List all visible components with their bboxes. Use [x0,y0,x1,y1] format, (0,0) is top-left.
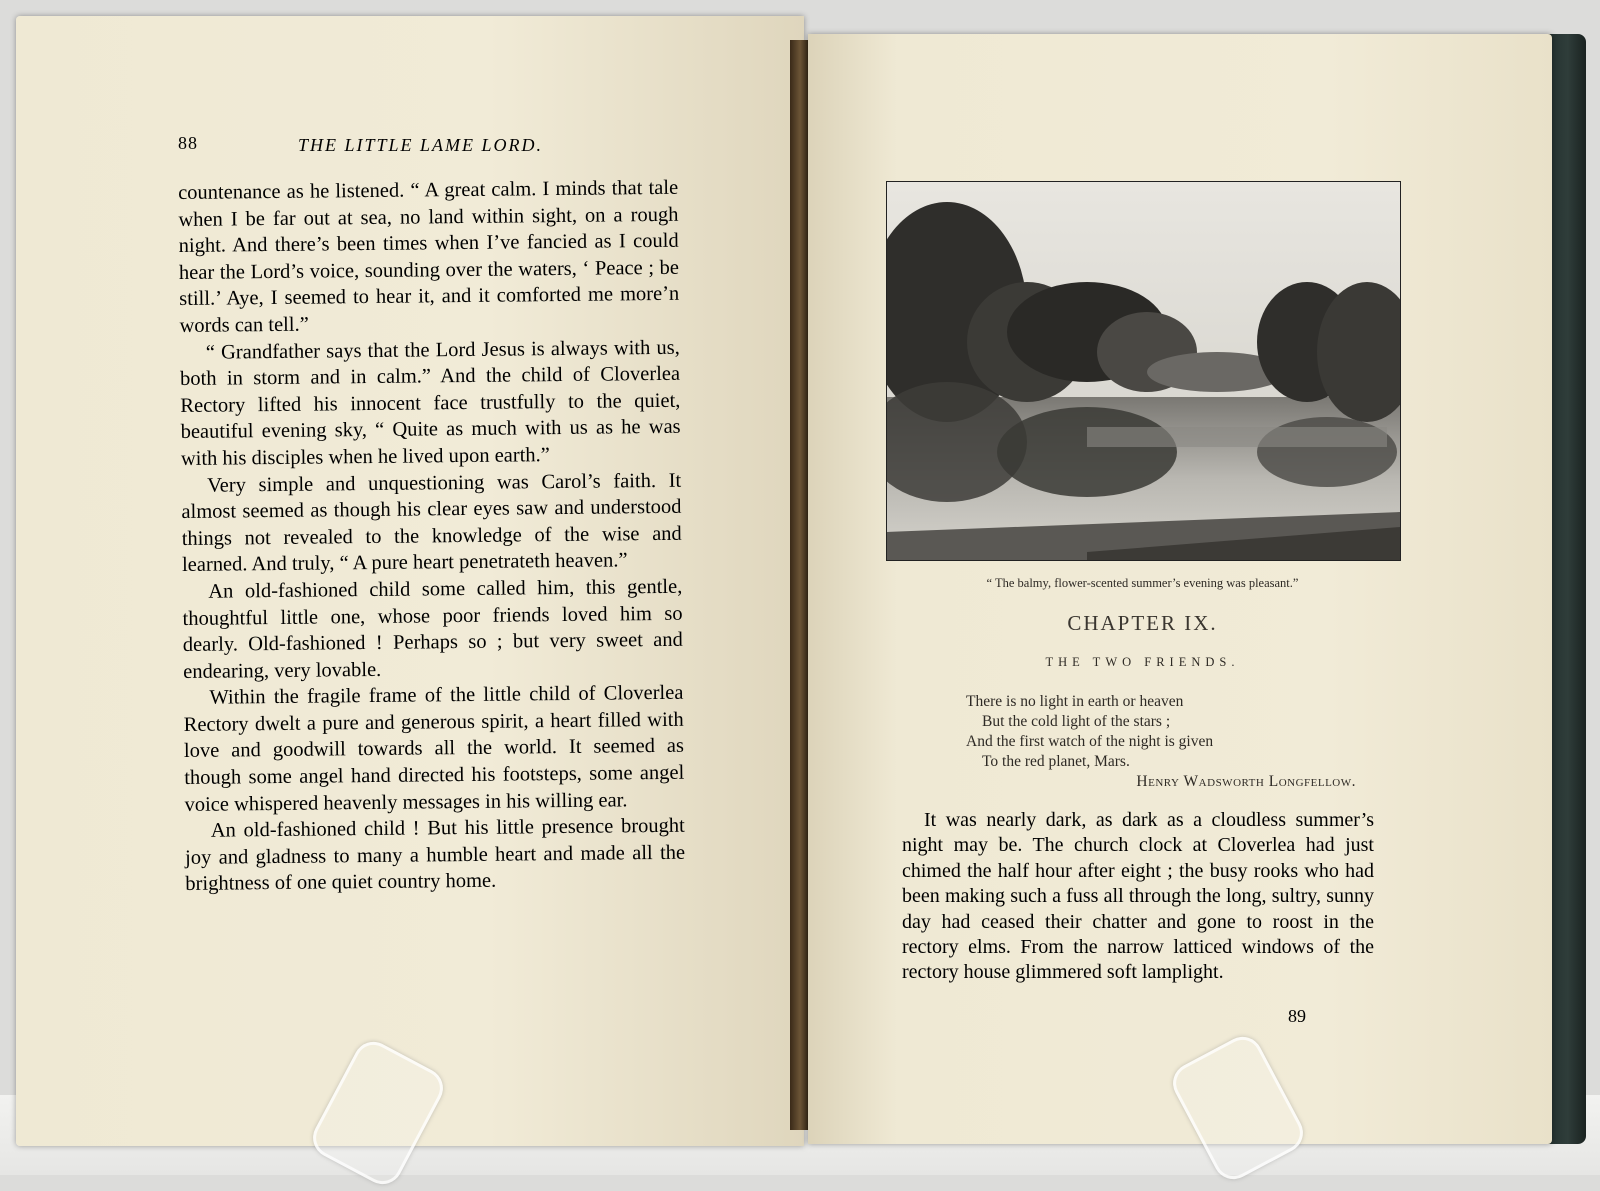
epigraph-line: To the red planet, Mars. [982,753,1130,770]
epigraph-line: And the first watch of the night is given [966,733,1214,750]
paragraph: Within the fragile frame of the little child of Cloverlea Rectory dwelt a pure and generous spirit, a heart filled with love and goodwill towards all the world. It seemed as though some angel hand directed his footsteps, some angel voice whispered heavenly messages in his willing ear. [183,682,685,816]
chapter-subtitle: THE TWO FRIENDS. [1045,655,1240,669]
illustration-caption: “ The balmy, flower-scented summer’s evening was pleasant.” [986,576,1299,590]
epigraph [966,692,1366,792]
book-gutter [790,40,810,1130]
running-title: THE LITTLE LAME LORD. [298,135,544,155]
epigraph-author: Henry Wadsworth Longfellow. [1136,773,1356,790]
right-page-text [902,808,1374,986]
paragraph: countenance as he listened. “ A great calm. I minds that tale when I be far out at sea, no land within sight, on a rough night. And there’s been times when I’ve fancied as I could hear the Lord’s voice, sounding over the waters, ‘ Peace ; be still.’ Aye, I seemed to hear it, and it comforted me more’n words can tell.” [178,176,680,337]
page-number-left: 88 [178,133,198,153]
chapter-title: CHAPTER IX. [1067,611,1218,635]
paragraph: “ Grandfather says that the Lord Jesus is always with us, both in storm and in calm.” And the child of Cloverlea Rectory lifted his innocent face trustfully to the quiet, beautiful evening sky, “ Quite as much with us as he was with his disciples when he lived upon earth.” [179,336,681,470]
page-number-right: 89 [1288,1006,1306,1026]
paragraph: It was nearly dark, as dark as a cloudless summer’s night may be. The church clock at Cloverlea had just chimed the half hour after eight ; the busy rooks who had been making such a fuss all through the long, sultry, sunny day had ceased their chatter and gone to roost in the rectory elms. From the narrow latticed windows of the rectory house glimmered soft lamplight. [902,809,1374,984]
epigraph-line: But the cold light of the stars ; [982,713,1171,730]
paragraph: An old-fashioned child some called him, this gentle, thoughtful little one, whose poor friends loved him so dearly. Old-fashioned ! Perhaps so ; but very sweet and endearing, very lovable. [182,575,683,683]
illustration-pond-photo [886,181,1401,561]
left-page-text [178,175,685,898]
paragraph: An old-fashioned child ! But his little presence brought joy and gladness to many a humble heart and made all the brightness of one quiet country home. [184,814,686,896]
paragraph: Very simple and unquestioning was Carol’s faith. It almost seemed as though his clear eyes saw and understood things not revealed to the knowledge of the wise and learned. And truly, “ A pure heart penetrateth heaven.” [181,469,682,577]
epigraph-line: There is no light in earth or heaven [966,693,1184,710]
